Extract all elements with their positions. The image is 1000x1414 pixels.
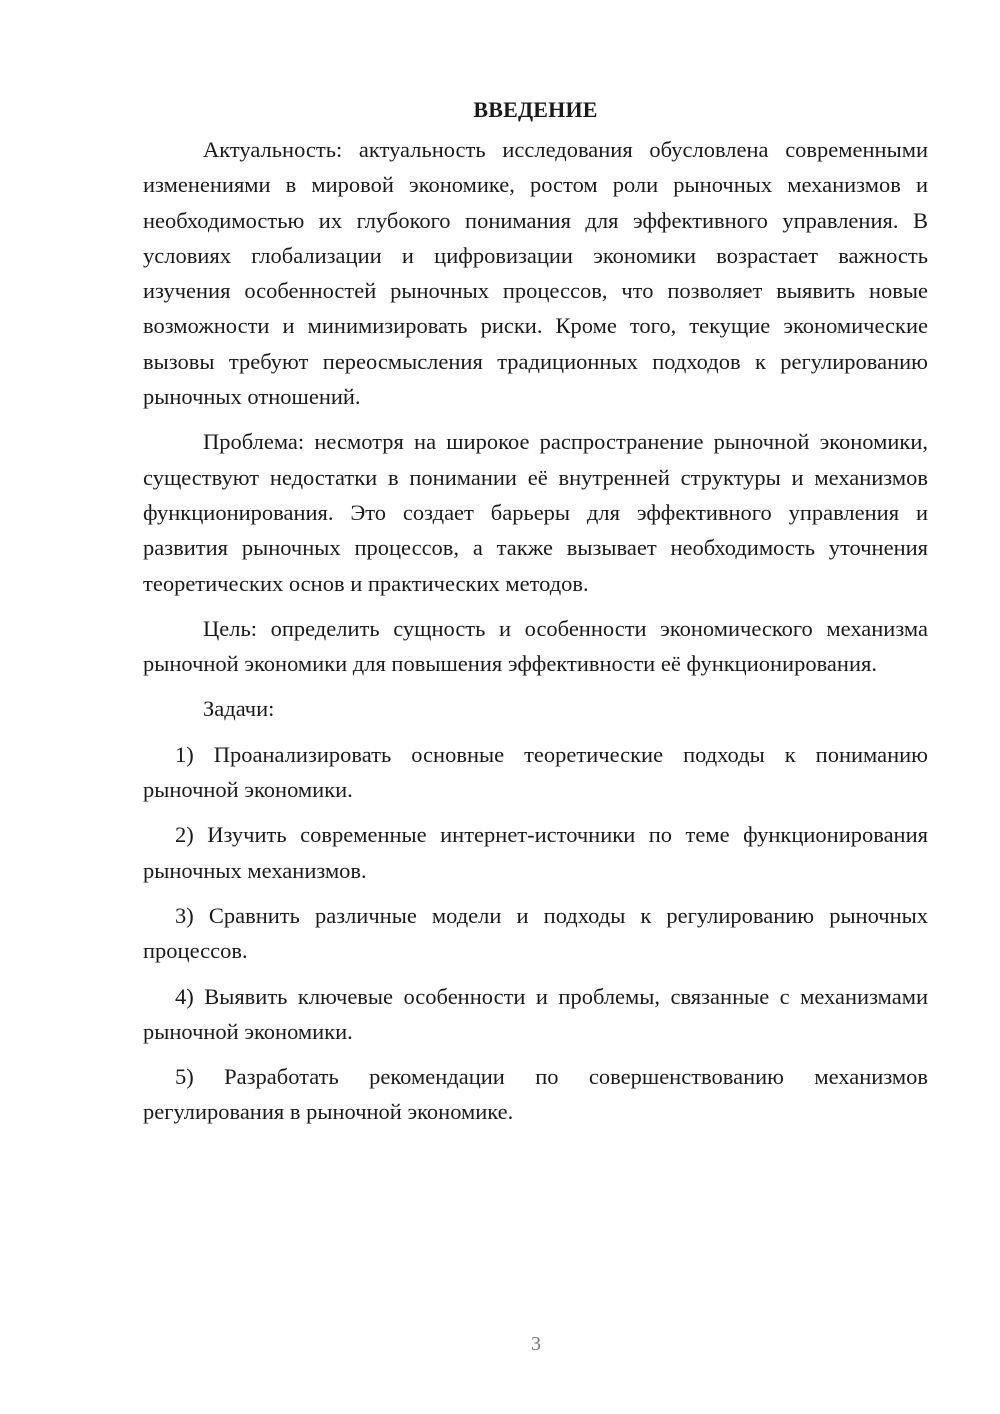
- task-item: 2) Изучить современные интернет-источники по теме функционирования рыночных механизмов.: [143, 822, 928, 883]
- section-heading: ВВЕДЕНИЕ: [473, 97, 598, 122]
- page-number: 3: [531, 1333, 541, 1355]
- task-item: 5) Разработать рекомендации по совершенствованию механизмов регулирования в рыночной экономике.: [143, 1064, 928, 1125]
- document-page: [143, 92, 928, 1140]
- task-item: 1) Проанализировать основные теоретические подходы к пониманию рыночной экономики.: [143, 741, 928, 803]
- tasks-label: Задачи:: [203, 696, 275, 722]
- task-item: 4) Выявить ключевые особенности и проблемы, связанные с механизмами рыночной экономики.: [143, 983, 928, 1044]
- paragraph-goal: Цель: определить сущность и особенности экономического механизма рыночной экономики для повышения эффективности её функционирования.: [143, 615, 928, 677]
- paragraph-problem: Проблема: несмотря на широкое распространение рыночной экономики, существуют недостатки в понимании её внутренней структуры и механизмов функционирования. Это создает барьеры для эффективного управления и развития рыночных процессов, а также вызывает необходимость уточнения теоретических основ и практических методов.: [143, 429, 928, 596]
- task-item: 3) Сравнить различные модели и подходы к регулированию рыночных процессов.: [143, 902, 928, 964]
- paragraph-relevance: Актуальность: актуальность исследования обусловлена современными изменениями в мировой экономике, ростом роли рыночных механизмов и необходимостью их глубокого понимания для эффективного управления. В условиях глобализации и цифровизации экономики возрастает важность изучения особенностей рыночных процессов, что позволяет выявить новые возможности и минимизировать риски. Кроме того, текущие экономические вызовы требуют переосмысления традиционных подходов к регулированию рыночных отношений.: [143, 137, 928, 410]
